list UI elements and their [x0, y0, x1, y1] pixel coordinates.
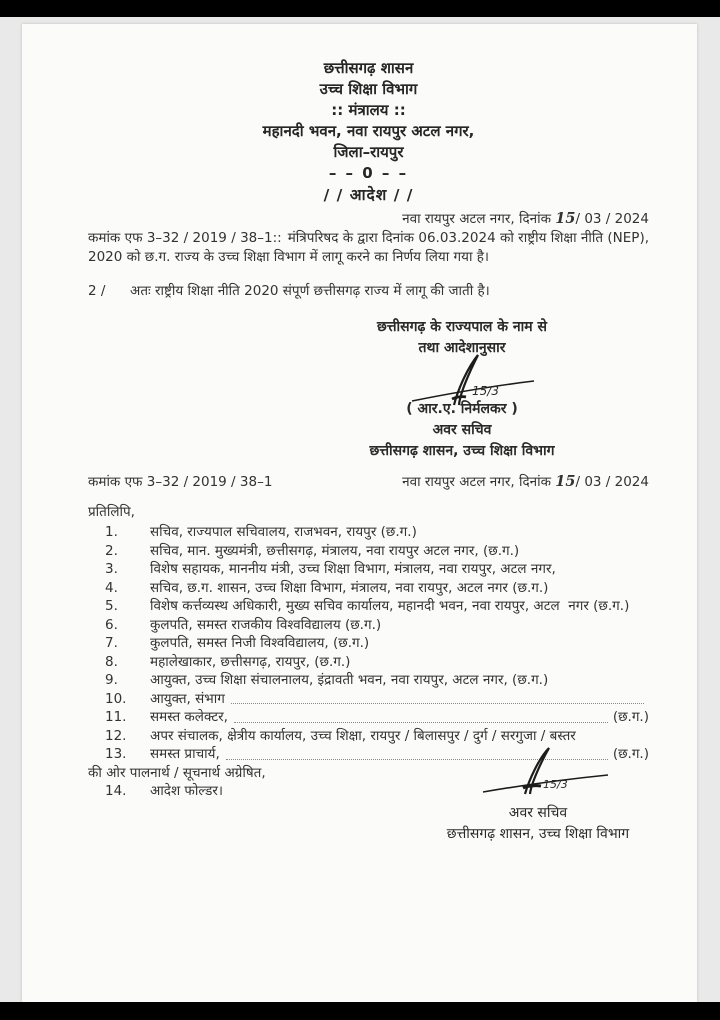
date-rest-2: / 03 / 2024	[575, 474, 649, 490]
copy-item-number: 7.	[105, 635, 118, 651]
signatory-designation: अवर सचिव	[432, 422, 492, 438]
by-order-line-1: छत्तीसगढ़ के राज्यपाल के नाम से	[377, 319, 547, 335]
ministry-line: :: मंत्रालय ::	[331, 101, 406, 119]
signature-scribble-2	[463, 748, 613, 796]
copy-item-number: 5.	[105, 598, 118, 614]
copy-item-7	[88, 634, 649, 653]
copy-item-number: 6.	[105, 616, 118, 633]
signatory-name: ( आर.ए. निर्मलकर )	[406, 401, 518, 417]
copy-item-text: विशेष सहायक, माननीय मंत्री, उच्च शिक्षा विभाग, मंत्रालय, नवा रायपुर, अटल नगर,	[150, 561, 556, 577]
order-paragraph-1	[88, 229, 649, 267]
copy-item-text: समस्त प्राचार्य,	[150, 746, 220, 762]
copy-item-3	[88, 560, 649, 579]
by-order-line-2: तथा आदेशानुसार	[418, 340, 506, 356]
paragraph-1-text: मंत्रिपरिषद के द्वारा दिनांक 06.03.2024 को राष्ट्रीय शिक्षा नीति (NEP), 2020 को छ.ग. राज्य के उच्च शिक्षा विभाग में लागू करने का निर्णय लिया गया है।	[88, 230, 650, 265]
department-name: उच्च शिक्षा विभाग	[319, 80, 418, 98]
signatory-department: छत्तीसगढ़ शासन, उच्च शिक्षा विभाग	[369, 443, 555, 459]
handwritten-day: 15	[555, 210, 576, 227]
copy-item-text: सचिव, मान. मुख्यमंत्री, छत्तीसगढ़, मंत्रालय, नवा रायपुर अटल नगर, (छ.ग.)	[150, 542, 520, 559]
place-date-text-2: नवा रायपुर अटल नगर, दिनांक	[402, 474, 551, 490]
forwarding-note: की ओर पालनार्थ / सूचनार्थ अग्रेषित,	[88, 764, 266, 781]
copy-item-number: 3.	[105, 561, 118, 577]
copy-item-number: 10.	[105, 690, 127, 707]
copy-item-number: 9.	[105, 672, 118, 688]
signature-date-handwritten: 15/3	[472, 384, 499, 398]
copy-item-number: 14.	[105, 783, 127, 799]
top-black-bar	[0, 0, 720, 17]
signature-date-handwritten-2: 15/3	[543, 778, 568, 791]
dotted-leader	[234, 708, 608, 723]
copy-item-number: 12.	[105, 727, 127, 744]
scan-background	[0, 17, 720, 1002]
copy-item-text: सचिव, छ.ग. शासन, उच्च शिक्षा विभाग, मंत्रालय, नवा रायपुर, अटल नगर (छ.ग.)	[150, 579, 549, 596]
copy-item-text: विशेष कर्त्तव्यस्थ अधिकारी, मुख्य सचिव कार्यालय, महानदी भवन, नवा रायपुर, अटल नगर (छ.ग.)	[150, 598, 630, 614]
government-name: छत्तीसगढ़ शासन	[323, 59, 414, 77]
paragraph-2-number: 2 /	[88, 283, 106, 299]
copy-item-number: 11.	[105, 709, 127, 725]
copies-label: प्रतिलिपि,	[88, 504, 135, 520]
copy-item-number: 13.	[105, 746, 127, 762]
document-page	[22, 24, 697, 1002]
letterhead	[88, 58, 649, 206]
address-line: महानदी भवन, नवा रायपुर अटल नगर,	[262, 122, 475, 140]
signature-block-1	[297, 317, 627, 462]
signatory-designation-2: अवर सचिव	[508, 805, 568, 821]
copy-item-text: समस्त कलेक्टर,	[150, 709, 228, 725]
copy-item-text: महालेखाकार, छत्तीसगढ़, रायपुर, (छ.ग.)	[150, 653, 351, 670]
copy-item-number: 4.	[105, 579, 118, 596]
copy-item-text: कुलपति, समस्त राजकीय विश्वविद्यालय (छ.ग.)	[150, 616, 382, 633]
copy-item-text: आयुक्त, संभाग	[150, 690, 225, 707]
copy-item-suffix: (छ.ग.)	[612, 746, 649, 762]
copy-item-text: अपर संचालक, क्षेत्रीय कार्यालय, उच्च शिक्षा, रायपुर / बिलासपुर / दुर्ग / सरगुजा / बस्तर	[150, 727, 576, 744]
copy-item-text: आदेश फोल्डर।	[150, 783, 223, 799]
district-line: जिला–रायपुर	[333, 143, 404, 161]
copy-item-text: आयुक्त, उच्च शिक्षा संचालनालय, इंद्रावती भवन, नवा रायपुर, अटल नगर, (छ.ग.)	[150, 672, 549, 688]
copy-item-6	[88, 616, 649, 635]
copy-item-12	[88, 727, 649, 746]
copy-item-4	[88, 579, 649, 598]
bottom-black-bar	[0, 1002, 720, 1020]
copy-item-10	[88, 690, 649, 709]
signatory-department-2: छत्तीसगढ़ शासन, उच्च शिक्षा विभाग	[446, 826, 630, 842]
order-paragraph-2	[88, 282, 649, 301]
place-date-text: नवा रायपुर अटल नगर, दिनांक	[402, 211, 551, 227]
copy-item-text: सचिव, राज्यपाल सचिवालय, राजभवन, रायपुर (छ.ग.)	[150, 524, 417, 540]
order-title: / / आदेश / /	[323, 186, 414, 204]
copy-item-number: 1.	[105, 524, 118, 540]
reference-row	[88, 472, 649, 490]
copy-item-text: कुलपति, समस्त निजी विश्वविद्यालय, (छ.ग.)	[150, 635, 370, 651]
copy-item-suffix: (छ.ग.)	[612, 709, 649, 725]
copy-item-number: 8.	[105, 653, 118, 670]
copy-item-2	[88, 542, 649, 561]
dateline-top	[88, 209, 649, 227]
copy-item-5	[88, 597, 649, 616]
handwritten-day-2: 15	[555, 473, 576, 490]
file-number-2: कमांक एफ 3–32 / 2019 / 38–1	[88, 474, 273, 490]
copy-item-9	[88, 671, 649, 690]
file-number: कमांक एफ 3–32 / 2019 / 38–1::	[88, 230, 282, 246]
dotted-leader	[231, 690, 644, 705]
copy-item-11	[88, 708, 649, 727]
copy-item-1	[88, 523, 649, 542]
copy-item-8	[88, 653, 649, 672]
paragraph-2-text: अतः राष्ट्रीय शिक्षा नीति 2020 संपूर्ण छत्तीसगढ़ राज्य में लागू की जाती है।	[130, 283, 490, 299]
copy-item-number: 2.	[105, 542, 118, 559]
signature-block-2	[388, 748, 688, 845]
separator-line: – – 0 – –	[328, 164, 409, 182]
dateline-2	[402, 472, 649, 490]
date-rest: / 03 / 2024	[575, 211, 649, 227]
